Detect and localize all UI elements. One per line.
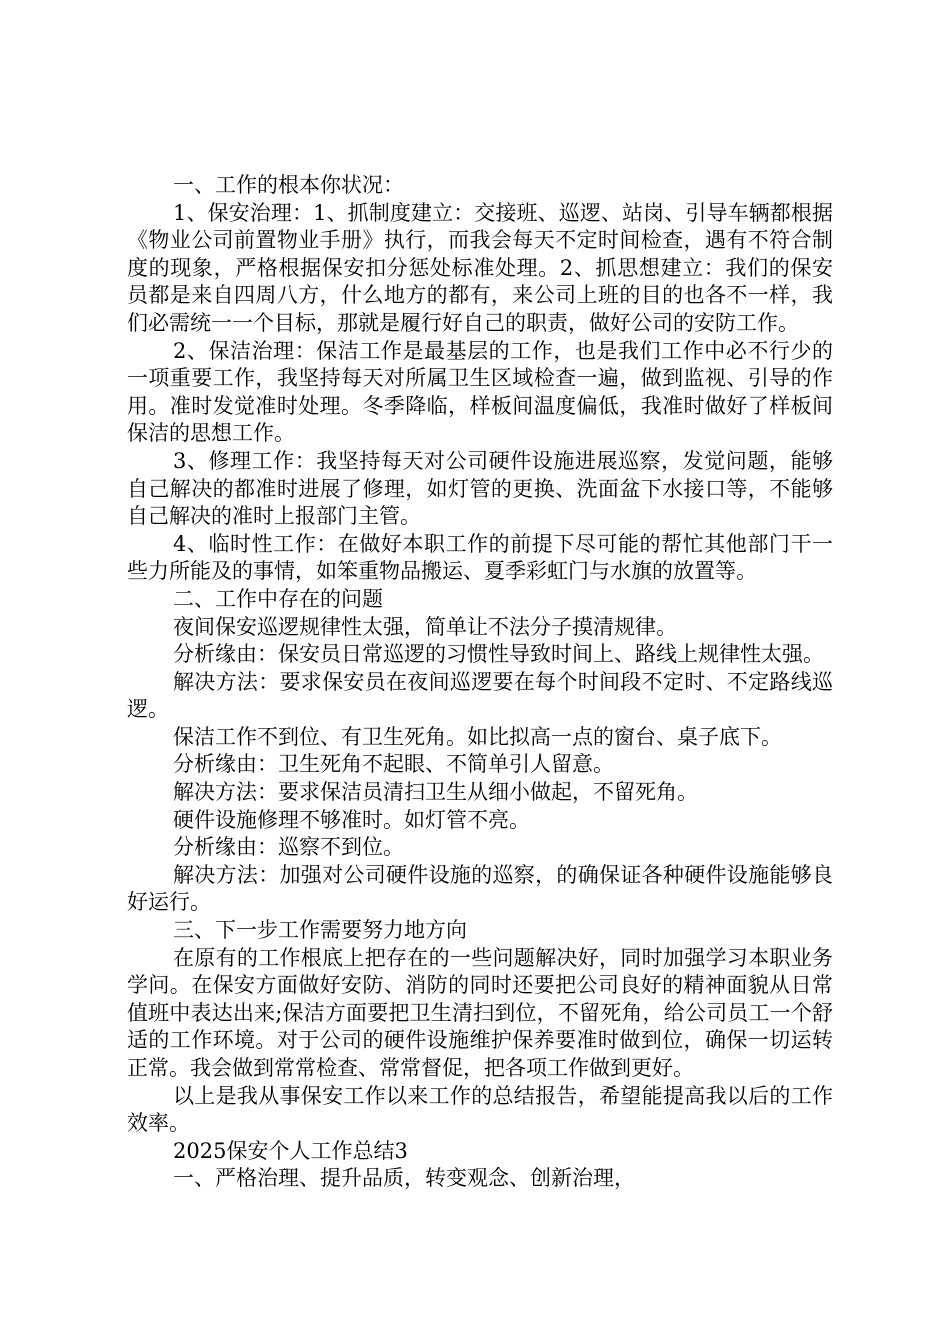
document-body (127, 172, 833, 1193)
paragraph-solution-3: 解决方法：加强对公司硬件设施的巡察，的确保证各种硬件设施能够良好运行。 (127, 862, 833, 915)
section-heading-basic-situation: 一、工作的根本你状况： (173, 173, 404, 197)
section-heading-problems: 二、工作中存在的问题 (173, 586, 383, 611)
paragraph-conclusion: 以上是我从事保安工作以来工作的总结报告，希望能提高我以后的工作效率。 (127, 1083, 833, 1136)
paragraph-problem-2: 保洁工作不到位、有卫生死角。如比拟高一点的窗台、桌子底下。 (173, 724, 782, 749)
section-heading-next-steps: 三、下一步工作需要努力地方向 (173, 918, 467, 943)
paragraph-cause-3: 分析缘由：巡察不到位。 (173, 835, 404, 860)
paragraph-security-management: 1、保安治理：1、抓制度建立：交接班、巡逻、站岗、引导车辆都根据《物业公司前置物业手册》执行，而我会每天不定时间检查，遇有不符合制度的现象，严格根据保安扣分惩处标准处理。2、抓思想建立：我们的保安员都是来自四周八方，什么地方的都有，来公司上班的目的也各不一样，我们必需统一一个目标，那就是履行好自己的职责，做好公司的安防工作。 (127, 200, 833, 335)
paragraph-strict-management: 一、严格治理、提升品质，转变观念、创新治理， (173, 1166, 635, 1191)
paragraph-cause-1: 分析缘由：保安员日常巡逻的习惯性导致时间上、路线上规律性太强。 (173, 642, 824, 667)
paragraph-temporary-work: 4、临时性工作：在做好本职工作的前提下尽可能的帮忙其他部门干一些力所能及的事情，如笨重物品搬运、夏季彩虹门与水旗的放置等。 (127, 531, 833, 584)
document-subtitle: 2025保安个人工作总结3 (173, 1138, 408, 1163)
paragraph-maintenance-work: 3、修理工作：我坚持每天对公司硬件设施进展巡察，发觉问题，能够自己解决的都准时进展了修理，如灯管的更换、洗面盆下水接口等，不能够自己解决的准时上报部门主管。 (127, 448, 833, 529)
paragraph-next-steps: 在原有的工作根底上把存在的一些问题解决好，同时加强学习本职业务学问。在保安方面做好安防、消防的同时还要把公司良好的精神面貌从日常值班中表达出来;保洁方面要把卫生清扫到位，不留死角，给公司员工一个舒适的工作环境。对于公司的硬件设施维护保养要准时做到位，确保一切运转正常。我会做到常常检查、常常督促，把各项工作做到更好。 (127, 945, 833, 1080)
paragraph-solution-1: 解决方法：要求保安员在夜间巡逻要在每个时间段不定时、不定路线巡逻。 (127, 669, 833, 722)
paragraph-cleaning-management: 2、保洁治理：保洁工作是最基层的工作，也是我们工作中必不行少的一项重要工作，我坚持每天对所属卫生区域检查一遍，做到监视、引导的作用。准时发觉准时处理。冬季降临，样板间温度偏低，我准时做好了样板间保洁的思想工作。 (127, 338, 833, 446)
paragraph-problem-3: 硬件设施修理不够准时。如灯管不亮。 (173, 807, 530, 832)
paragraph-solution-2: 解决方法：要求保洁员清扫卫生从细小做起，不留死角。 (173, 780, 698, 805)
paragraph-cause-2: 分析缘由：卫生死角不起眼、不简单引人留意。 (173, 752, 614, 777)
paragraph-problem-1: 夜间保安巡逻规律性太强，简单让不法分子摸清规律。 (173, 614, 677, 639)
